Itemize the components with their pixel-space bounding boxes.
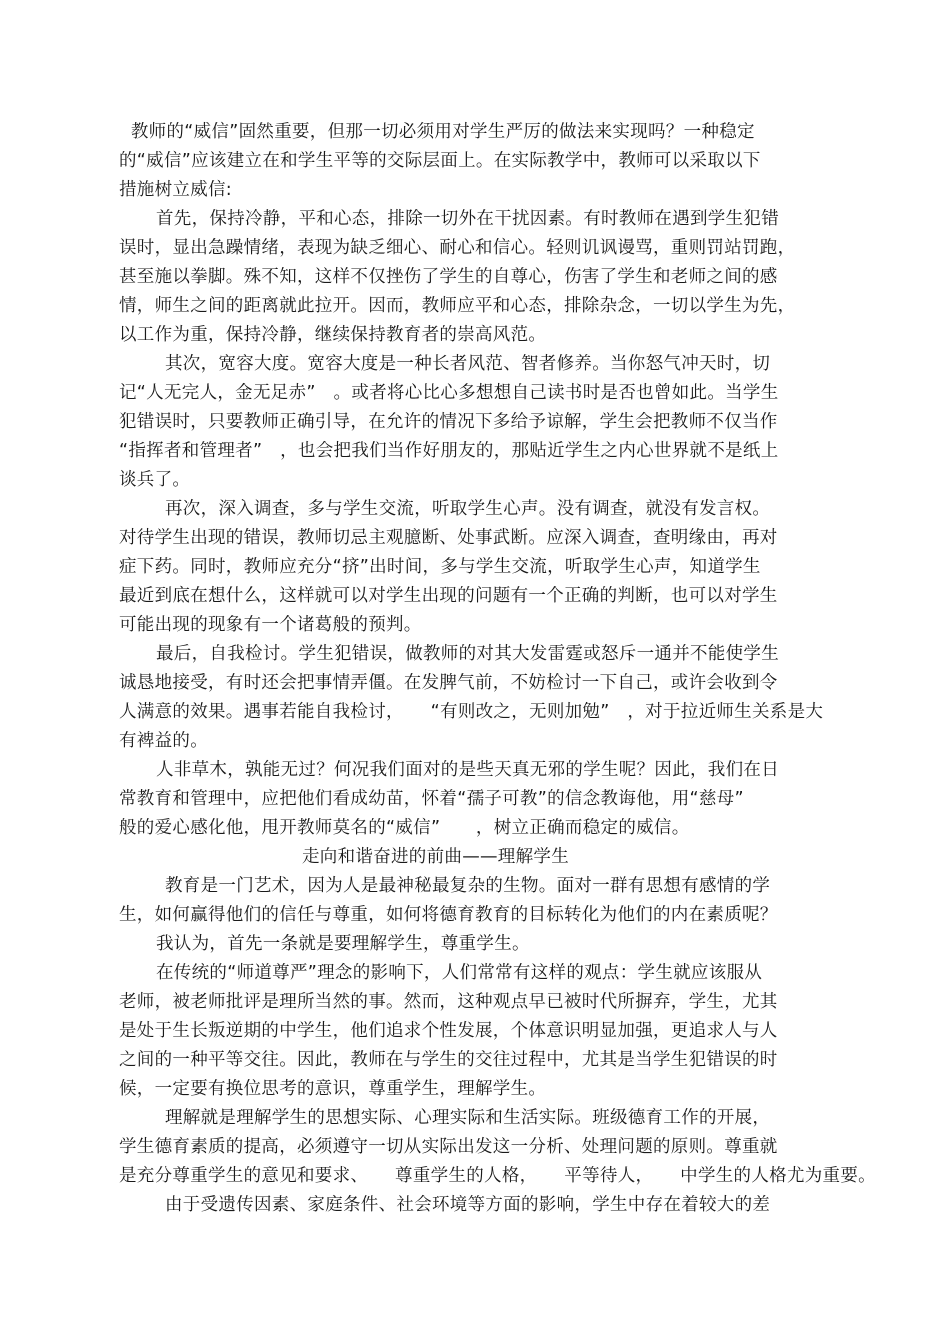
text-line: 候，一定要有换位思考的意识，尊重学生，理解学生。 bbox=[119, 1079, 547, 1099]
text-line: 人非草木，孰能无过？何况我们面对的是些天真无邪的学生呢？因此，我们在日 bbox=[156, 760, 779, 780]
text-line: 情，师生之间的距离就此拉开。因而，教师应平和心态，排除杂念，一切以学生为先， bbox=[119, 296, 796, 316]
text-line: 最后，自我检讨。学生犯错误，做教师的对其大发雷霆或怒斥一通并不能使学生 bbox=[156, 644, 779, 664]
text-line: 是处于生长叛逆期的中学生，他们追求个性发展，个体意识明显加强，更追求人与人 bbox=[119, 1021, 778, 1041]
text-line: 误时，显出急躁情绪，表现为缺乏细心、耐心和信心。轻则讥讽谩骂，重则罚站罚跑， bbox=[119, 238, 796, 258]
text-line: 生，如何赢得他们的信任与尊重，如何将德育教育的目标转化为他们的内在素质呢？ bbox=[119, 905, 778, 925]
text-line: 症下药。同时，教师应充分“挤”出时间，多与学生交流，听取学生心声，知道学生 bbox=[119, 557, 761, 577]
text-line: 首先，保持冷静，平和心态，排除一切外在干扰因素。有时教师在遇到学生犯错 bbox=[156, 209, 779, 229]
text-line: 甚至施以拳脚。殊不知，这样不仅挫伤了学生的自尊心，伤害了学生和老师之间的感 bbox=[119, 267, 778, 287]
text-line: 犯错误时，只要教师正确引导，在允许的情况下多给予谅解，学生会把教师不仅当作 bbox=[119, 412, 778, 432]
text-line: 措施树立威信: bbox=[119, 180, 232, 200]
text-line: 的“威信”应该建立在和学生平等的交际层面上。在实际教学中，教师可以采取以下 bbox=[119, 151, 761, 171]
text-line: 老师，被老师批评是理所当然的事。然而，这种观点早已被时代所摒弃，学生，尤其 bbox=[119, 992, 778, 1012]
text-line: 我认为，首先一条就是要理解学生，尊重学生。 bbox=[156, 934, 530, 954]
text-line: 记“人无完人，金无足赤” 。或者将心比心多想想自己读书时是否也曾如此。当学生 bbox=[119, 383, 779, 403]
text-line: 对待学生出现的错误，教师切忌主观臆断、处事武断。应深入调查，查明缘由，再对 bbox=[119, 528, 778, 548]
text-line: 诚恳地接受，有时还会把事情弄僵。在发脾气前，不妨检讨一下自己，或许会收到令 bbox=[119, 673, 778, 693]
text-line: 以工作为重，保持冷静，继续保持教育者的崇高风范。 bbox=[119, 325, 547, 345]
text-line: 教育是一门艺术，因为人是最神秘最复杂的生物。面对一群有思想有感情的学 bbox=[165, 876, 771, 896]
section-heading: 走向和谐奋进的前曲——理解学生 bbox=[302, 847, 569, 867]
text-line: 最近到底在想什么，这样就可以对学生出现的问题有一个正确的判断，也可以对学生 bbox=[119, 586, 778, 606]
text-line: “指挥者和管理者” ，也会把我们当作好朋友的，那贴近学生之内心世界就不是纸上 bbox=[119, 441, 779, 461]
text-line: 常教育和管理中，应把他们看成幼苗，怀着“孺子可教”的信念教诲他，用“慈母” bbox=[119, 789, 744, 809]
text-line: 其次，宽容大度。宽容大度是一种长者风范、智者修养。当你怒气冲天时，切 bbox=[165, 354, 771, 374]
text-line: 有裨益的。 bbox=[119, 731, 208, 751]
text-line: 学生德育素质的提高，必须遵守一切从实际出发这一分析、处理问题的原则。尊重就 bbox=[119, 1137, 778, 1157]
text-line: 之间的一种平等交往。因此，教师在与学生的交往过程中，尤其是当学生犯错误的时 bbox=[119, 1050, 778, 1070]
text-line: 人满意的效果。遇事若能自我检讨， “有则改之，无则加勉” ，对于拉近师生关系是大 bbox=[119, 702, 824, 722]
text-line: 般的爱心感化他，甩开教师莫名的“威信” ，树立正确而稳定的威信。 bbox=[119, 818, 690, 838]
text-line: 谈兵了。 bbox=[119, 470, 191, 490]
text-line: 可能出现的现象有一个诸葛般的预判。 bbox=[119, 615, 422, 635]
text-line: 是充分尊重学生的意见和要求、 尊重学生的人格， 平等待人， 中学生的人格尤为重要。 bbox=[119, 1166, 876, 1186]
text-line: 再次，深入调查，多与学生交流，听取学生心声。没有调查，就没有发言权。 bbox=[165, 499, 771, 519]
text-line: 教师的“威信”固然重要，但那一切必须用对学生严厉的做法来实现吗？一种稳定 bbox=[125, 122, 755, 142]
text-line: 理解就是理解学生的思想实际、心理实际和生活实际。班级德育工作的开展， bbox=[165, 1108, 771, 1128]
text-line: 在传统的“师道尊严”理念的影响下，人们常常有这样的观点：学生就应该服从 bbox=[156, 963, 763, 983]
text-line: 由于受遗传因素、家庭条件、社会环境等方面的影响，学生中存在着较大的差 bbox=[165, 1195, 771, 1215]
